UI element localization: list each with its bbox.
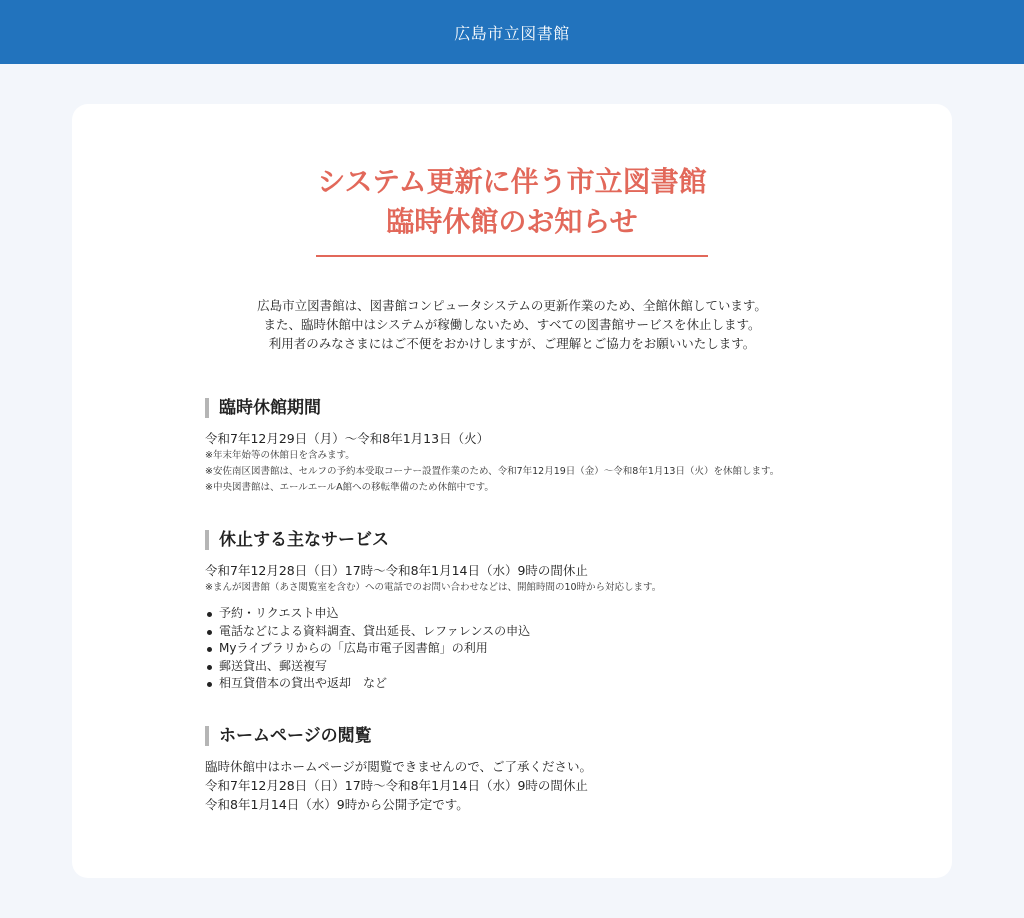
site-title: 広島市立図書館 bbox=[454, 23, 570, 43]
notice-title-line-2: 臨時休館のお知らせ bbox=[386, 205, 638, 238]
homepage-text-line: 令和7年12月28日（日）17時～令和8年1月14日（水）9時の間休止 bbox=[205, 778, 588, 793]
note-line: ※年末年始等の休館日を含みます。 bbox=[205, 450, 355, 461]
title-underline bbox=[316, 255, 708, 257]
list-item: 相互貸借本の貸出や返却 など bbox=[205, 675, 845, 693]
notice-title bbox=[72, 162, 952, 242]
notice-intro bbox=[72, 296, 952, 353]
notice-card bbox=[72, 104, 952, 878]
section-main-text bbox=[205, 561, 845, 580]
service-list bbox=[205, 605, 845, 693]
notice-title-line-1: システム更新に伴う市立図書館 bbox=[317, 165, 707, 198]
intro-line: また、臨時休館中はシステムが稼働しないため、すべての図書館サービスを休止します。 bbox=[263, 317, 761, 332]
note-line: ※まんが図書館（あさ閲覧室を含む）への電話でのお問い合わせなどは、開館時間の10時から対応します。 bbox=[205, 582, 662, 593]
intro-line: 広島市立図書館は、図書館コンピュータシステムの更新作業のため、全館休館しています。 bbox=[257, 298, 767, 313]
list-item: 郵送貸出、郵送複写 bbox=[205, 658, 845, 676]
list-item: Myライブラリからの「広島市電子図書館」の利用 bbox=[205, 640, 845, 658]
section-closure-period bbox=[205, 398, 845, 496]
note-line: ※安佐南区図書館は、セルフの予約本受取コーナー設置作業のため、令和7年12月19日（金）～令和8年1月13日（火）を休館します。 bbox=[205, 466, 780, 477]
homepage-text-line: 臨時休館中はホームページが閲覧できませんので、ご了承ください。 bbox=[205, 759, 593, 774]
list-item: 電話などによる資料調査、貸出延長、レファレンスの申込 bbox=[205, 623, 845, 641]
suspension-period-text: 令和7年12月28日（日）17時～令和8年1月14日（水）9時の間休止 bbox=[205, 563, 588, 578]
section-main-text bbox=[205, 429, 845, 448]
section-suspended-services bbox=[205, 530, 845, 693]
section-homepage-access bbox=[205, 726, 845, 814]
section-heading: 休止する主なサービス bbox=[205, 530, 845, 550]
closure-period-text: 令和7年12月29日（月）～令和8年1月13日（火） bbox=[205, 431, 490, 446]
site-header bbox=[0, 0, 1024, 64]
section-heading: ホームページの閲覧 bbox=[205, 726, 845, 746]
homepage-text-line: 令和8年1月14日（水）9時から公開予定です。 bbox=[205, 797, 469, 812]
section-notes bbox=[205, 580, 845, 596]
note-line: ※中央図書館は、エールエールA館への移転準備のため休館中です。 bbox=[205, 482, 494, 493]
section-notes bbox=[205, 448, 845, 496]
section-heading: 臨時休館期間 bbox=[205, 398, 845, 418]
list-item: 予約・リクエスト申込 bbox=[205, 605, 845, 623]
section-main-text bbox=[205, 757, 845, 814]
intro-line: 利用者のみなさまにはご不便をおかけしますが、ご理解とご協力をお願いいたします。 bbox=[268, 336, 756, 351]
